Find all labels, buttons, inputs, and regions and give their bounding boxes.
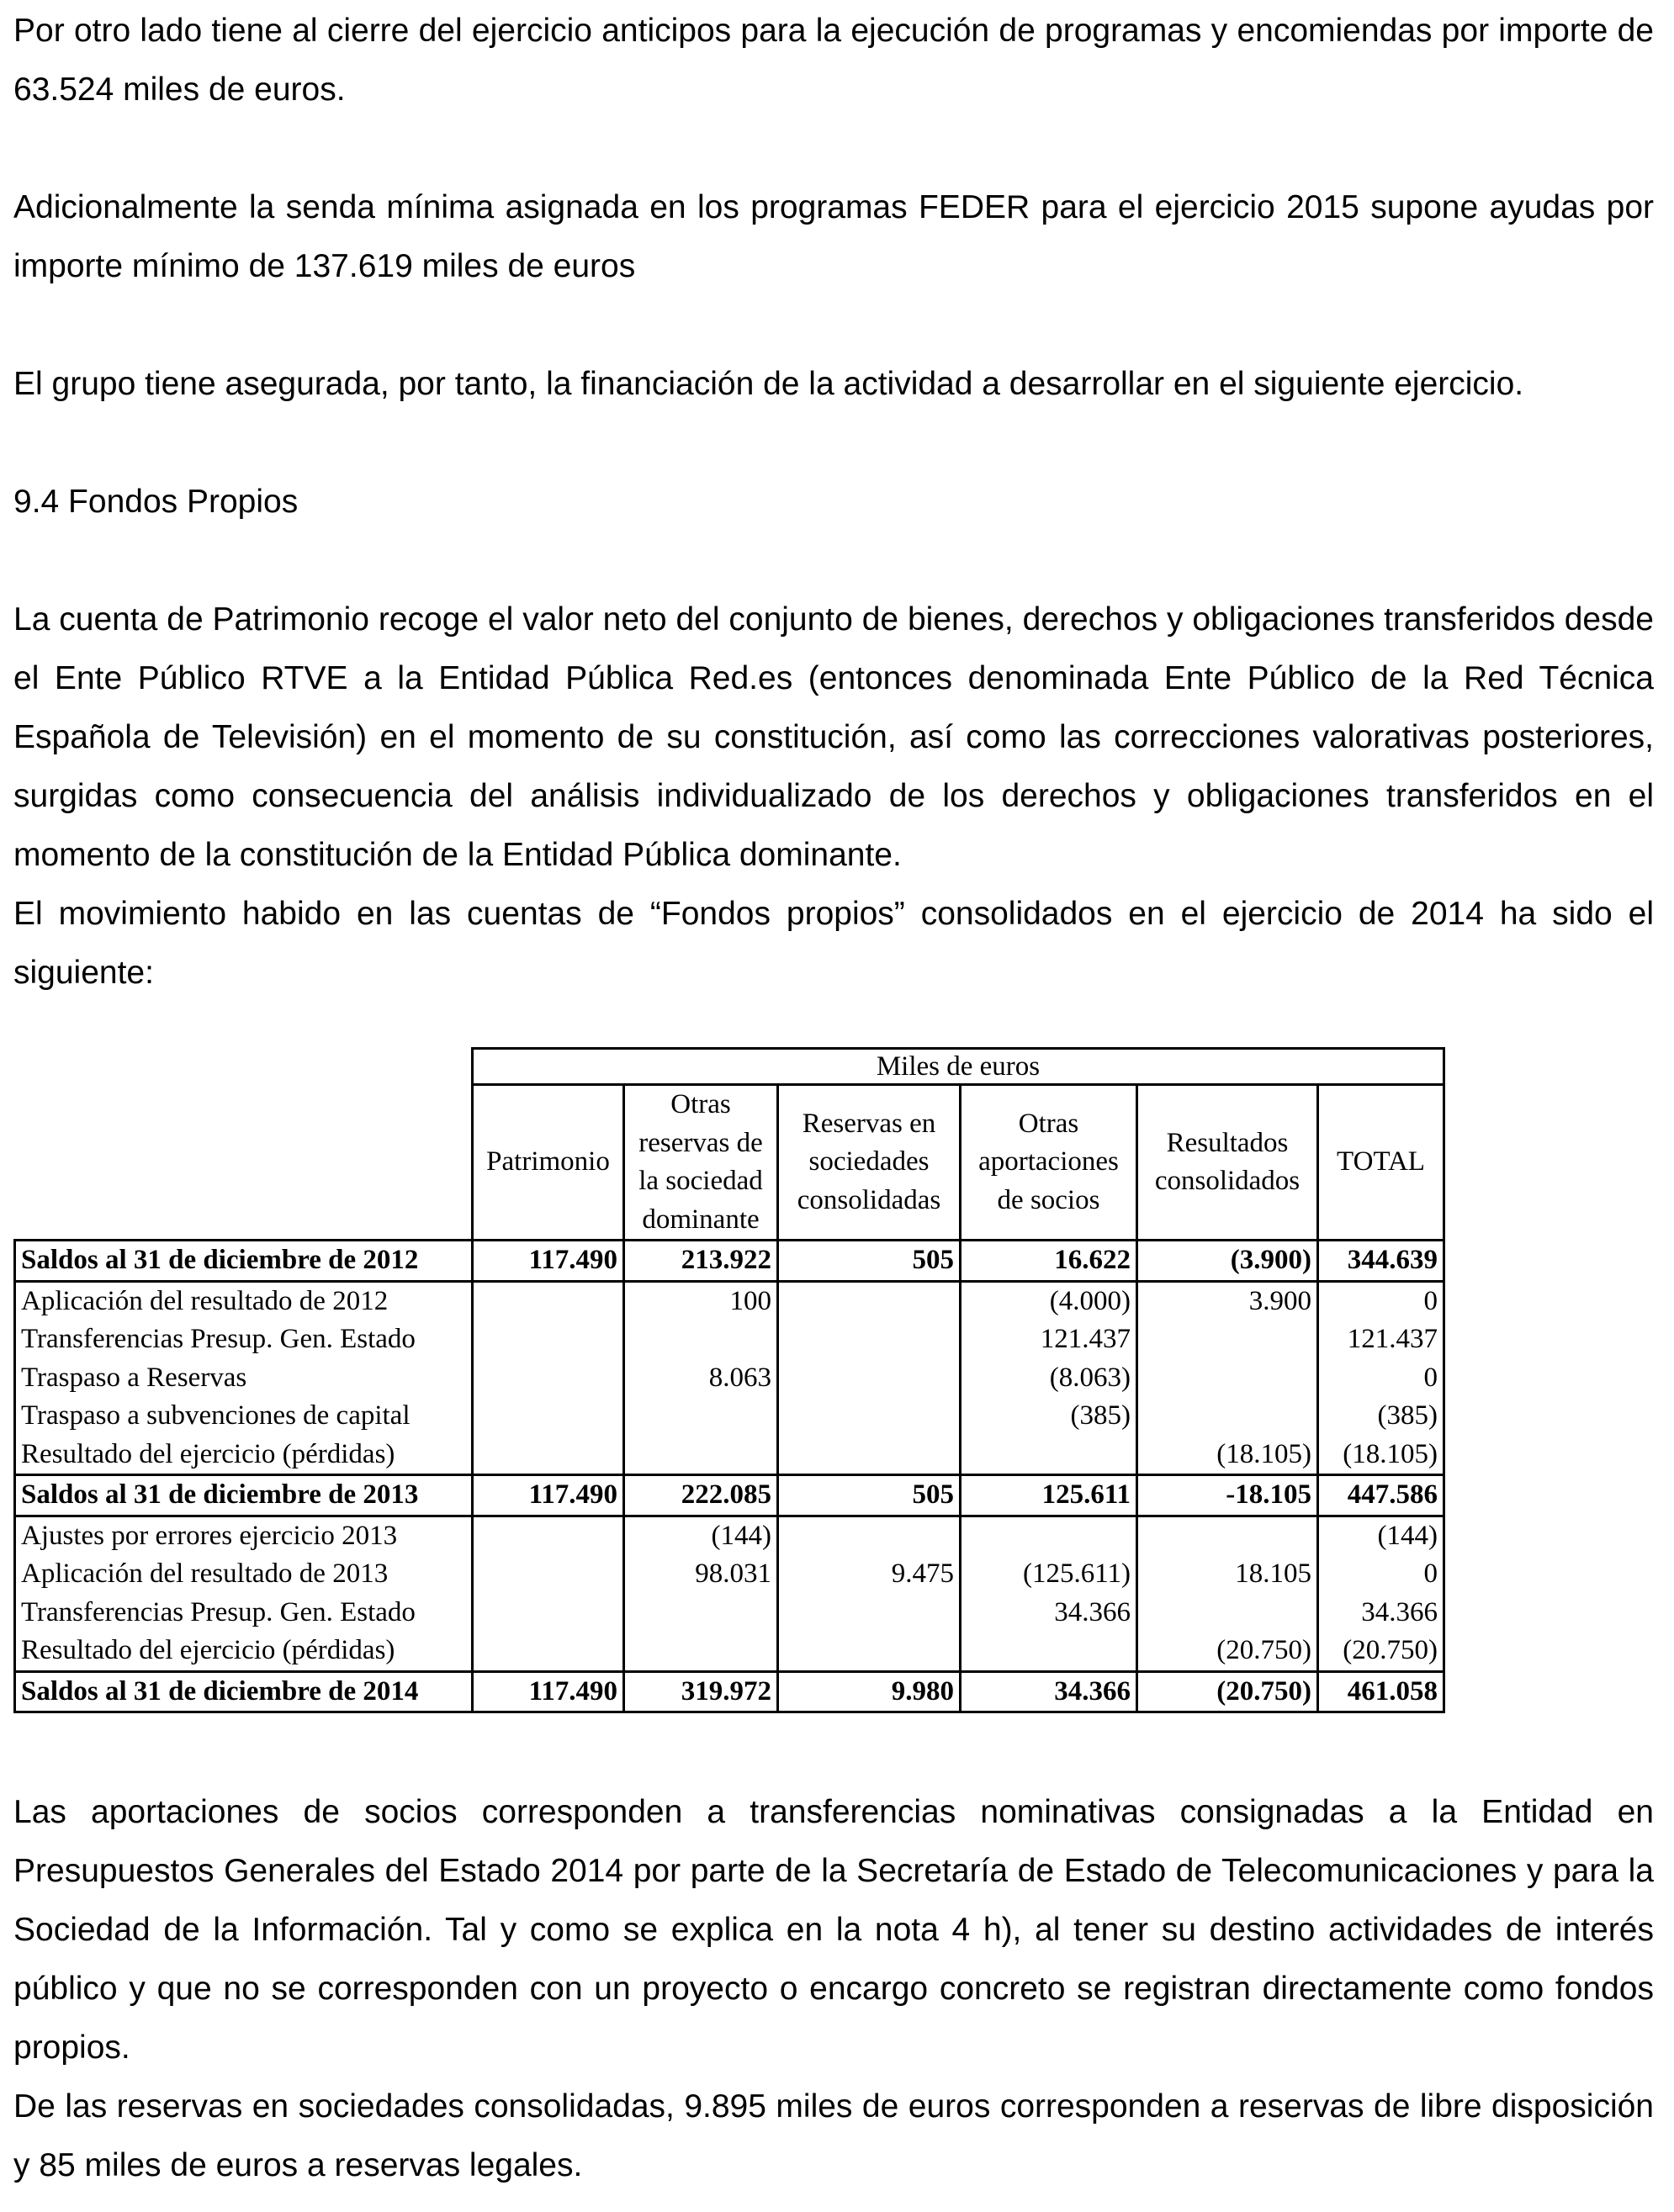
table-cell: 18.105 bbox=[1137, 1555, 1318, 1594]
table-cell bbox=[1137, 1516, 1318, 1555]
row-label: Aplicación del resultado de 2012 bbox=[15, 1281, 473, 1320]
document-page bbox=[13, 0, 1654, 1003]
table-cell: (125.611) bbox=[961, 1555, 1137, 1594]
table-cell: (4.000) bbox=[961, 1281, 1137, 1320]
paragraph-financiacion: El grupo tiene asegurada, por tanto, la financiación de la actividad a desarrollar en el siguiente ejercicio. bbox=[13, 366, 1524, 402]
table-cell: 34.366 bbox=[961, 1671, 1137, 1712]
table-row bbox=[15, 1320, 1444, 1359]
table-cell bbox=[624, 1632, 778, 1671]
table-cell: 319.972 bbox=[624, 1671, 778, 1712]
table-cell bbox=[473, 1397, 624, 1436]
table-cell: 222.085 bbox=[624, 1475, 778, 1516]
table-cell: 16.622 bbox=[961, 1241, 1137, 1282]
table-cell bbox=[473, 1320, 624, 1359]
fondos-propios-table bbox=[13, 1047, 1445, 1713]
table-cell: 9.980 bbox=[778, 1671, 961, 1712]
table-cell: (20.750) bbox=[1137, 1632, 1318, 1671]
table-cell bbox=[1137, 1397, 1318, 1436]
table-cell: 505 bbox=[778, 1241, 961, 1282]
table-row bbox=[15, 1281, 1444, 1320]
row-label: Transferencias Presup. Gen. Estado bbox=[15, 1320, 473, 1359]
table-cell bbox=[473, 1516, 624, 1555]
table-cell bbox=[961, 1436, 1137, 1475]
table-row bbox=[15, 1241, 1444, 1282]
table-cell bbox=[473, 1555, 624, 1594]
table-cell bbox=[961, 1516, 1137, 1555]
section-heading: 9.4 Fondos Propios bbox=[13, 484, 299, 520]
table-cell bbox=[778, 1436, 961, 1475]
table-cell: 98.031 bbox=[624, 1555, 778, 1594]
table-cell bbox=[473, 1436, 624, 1475]
table-cell: 461.058 bbox=[1318, 1671, 1444, 1712]
table-cell bbox=[778, 1397, 961, 1436]
table-cell bbox=[778, 1320, 961, 1359]
row-label: Traspaso a subvenciones de capital bbox=[15, 1397, 473, 1436]
column-header-total: TOTAL bbox=[1318, 1085, 1444, 1241]
table-cell: (144) bbox=[1318, 1516, 1444, 1555]
row-label: Aplicación del resultado de 2013 bbox=[15, 1555, 473, 1594]
table-cell: 0 bbox=[1318, 1359, 1444, 1398]
table-row bbox=[15, 1671, 1444, 1712]
row-label: Saldos al 31 de diciembre de 2014 bbox=[15, 1671, 473, 1712]
table-row bbox=[15, 1397, 1444, 1436]
fondos-propios-table-wrapper bbox=[13, 1047, 1445, 1713]
row-label: Traspaso a Reservas bbox=[15, 1359, 473, 1398]
table-cell: (385) bbox=[961, 1397, 1137, 1436]
paragraph-feder: Adicionalmente la senda mínima asignada en los programas FEDER para el ejercicio 2015 supone ayudas por importe mínimo de 137.619 miles de euros bbox=[13, 189, 1654, 284]
table-cell: 125.611 bbox=[961, 1475, 1137, 1516]
table-cell bbox=[473, 1594, 624, 1633]
table-cell: 8.063 bbox=[624, 1359, 778, 1398]
row-label: Ajustes por errores ejercicio 2013 bbox=[15, 1516, 473, 1555]
table-cell: 117.490 bbox=[473, 1241, 624, 1282]
table-cell: 117.490 bbox=[473, 1475, 624, 1516]
table-cell: (3.900) bbox=[1137, 1241, 1318, 1282]
table-cell bbox=[473, 1281, 624, 1320]
table-cell bbox=[1137, 1594, 1318, 1633]
table-row bbox=[15, 1516, 1444, 1555]
table-cell: 3.900 bbox=[1137, 1281, 1318, 1320]
closing-section bbox=[13, 1783, 1654, 2195]
table-body bbox=[15, 1241, 1444, 1712]
table-cell: 0 bbox=[1318, 1281, 1444, 1320]
table-cell bbox=[778, 1359, 961, 1398]
group-header: Miles de euros bbox=[473, 1049, 1444, 1085]
paragraph-patrimonio: La cuenta de Patrimonio recoge el valor neto del conjunto de bienes, derechos y obligaciones transferidos desde el Ente Público RTVE a la Entidad Pública Red.es (entonces denominada Ente Público de la Red Técnica Española de Televisión) en el momento de su constitución, así como las correcciones valorativas posteriores, surgidas como consecuencia del análisis individualizado de los derechos y obligaciones transferidos en el momento de la constitución de la Entidad Pública dominante. bbox=[13, 601, 1654, 873]
paragraph-reservas: De las reservas en sociedades consolidadas, 9.895 miles de euros corresponden a reservas de libre disposición y 85 miles de euros a reservas legales. bbox=[13, 2088, 1654, 2183]
table-cell bbox=[778, 1594, 961, 1633]
paragraph-anticipos: Por otro lado tiene al cierre del ejercicio anticipos para la ejecución de programas y encomiendas por importe de 63.524 miles de euros. bbox=[13, 13, 1654, 108]
table-cell bbox=[778, 1516, 961, 1555]
row-label: Transferencias Presup. Gen. Estado bbox=[15, 1594, 473, 1633]
table-cell: 121.437 bbox=[961, 1320, 1137, 1359]
table-cell: 0 bbox=[1318, 1555, 1444, 1594]
row-label: Resultado del ejercicio (pérdidas) bbox=[15, 1436, 473, 1475]
table-cell: (18.105) bbox=[1137, 1436, 1318, 1475]
table-cell: (20.750) bbox=[1318, 1632, 1444, 1671]
table-cell: 34.366 bbox=[1318, 1594, 1444, 1633]
table-cell bbox=[778, 1632, 961, 1671]
paragraph-movimiento: El movimiento habido en las cuentas de “Fondos propios” consolidados en el ejercicio de 2014 ha sido el siguiente: bbox=[13, 896, 1654, 991]
table-cell bbox=[624, 1397, 778, 1436]
table-row bbox=[15, 1475, 1444, 1516]
table-cell bbox=[624, 1594, 778, 1633]
table-cell: 505 bbox=[778, 1475, 961, 1516]
table-cell: (144) bbox=[624, 1516, 778, 1555]
table-row bbox=[15, 1555, 1444, 1594]
table-cell: 9.475 bbox=[778, 1555, 961, 1594]
table-row bbox=[15, 1594, 1444, 1633]
table-cell: (8.063) bbox=[961, 1359, 1137, 1398]
table-row bbox=[15, 1359, 1444, 1398]
table-row bbox=[15, 1632, 1444, 1671]
table-cell bbox=[961, 1632, 1137, 1671]
table-cell bbox=[778, 1281, 961, 1320]
table-cell bbox=[624, 1320, 778, 1359]
table-cell bbox=[1137, 1359, 1318, 1398]
table-cell: 121.437 bbox=[1318, 1320, 1444, 1359]
table-cell: 344.639 bbox=[1318, 1241, 1444, 1282]
table-column-header-row bbox=[15, 1085, 1444, 1241]
table-cell bbox=[473, 1359, 624, 1398]
table-cell bbox=[1137, 1320, 1318, 1359]
table-cell bbox=[473, 1632, 624, 1671]
table-cell: 100 bbox=[624, 1281, 778, 1320]
column-header-patrimonio: Patrimonio bbox=[473, 1085, 624, 1241]
row-label: Saldos al 31 de diciembre de 2013 bbox=[15, 1475, 473, 1516]
table-cell: (385) bbox=[1318, 1397, 1444, 1436]
table-cell bbox=[624, 1436, 778, 1475]
table-cell: 117.490 bbox=[473, 1671, 624, 1712]
paragraph-aportaciones: Las aportaciones de socios corresponden a transferencias nominativas consignadas a la Entidad en Presupuestos Generales del Estado 2014 por parte de la Secretaría de Estado de Telecomunicaciones y para la Sociedad de la Información. Tal y como se explica en la nota 4 h), al tener su destino actividades de interés público y que no se corresponden con un proyecto o encargo concreto se registran directamente como fondos propios. bbox=[13, 1794, 1654, 2066]
column-header-aportaciones: Otras aportaciones de socios bbox=[961, 1085, 1137, 1241]
table-cell: -18.105 bbox=[1137, 1475, 1318, 1516]
row-label: Resultado del ejercicio (pérdidas) bbox=[15, 1632, 473, 1671]
column-header-resultados: Resultados consolidados bbox=[1137, 1085, 1318, 1241]
column-header-reservas-sociedades: Reservas en sociedades consolidadas bbox=[778, 1085, 961, 1241]
row-label: Saldos al 31 de diciembre de 2012 bbox=[15, 1241, 473, 1282]
table-cell: (18.105) bbox=[1318, 1436, 1444, 1475]
table-cell: 34.366 bbox=[961, 1594, 1137, 1633]
table-group-header-row bbox=[15, 1049, 1444, 1085]
column-header-otras-reservas: Otras reservas de la sociedad dominante bbox=[624, 1085, 778, 1241]
table-cell: 447.586 bbox=[1318, 1475, 1444, 1516]
table-cell: (20.750) bbox=[1137, 1671, 1318, 1712]
table-row bbox=[15, 1436, 1444, 1475]
table-cell: 213.922 bbox=[624, 1241, 778, 1282]
